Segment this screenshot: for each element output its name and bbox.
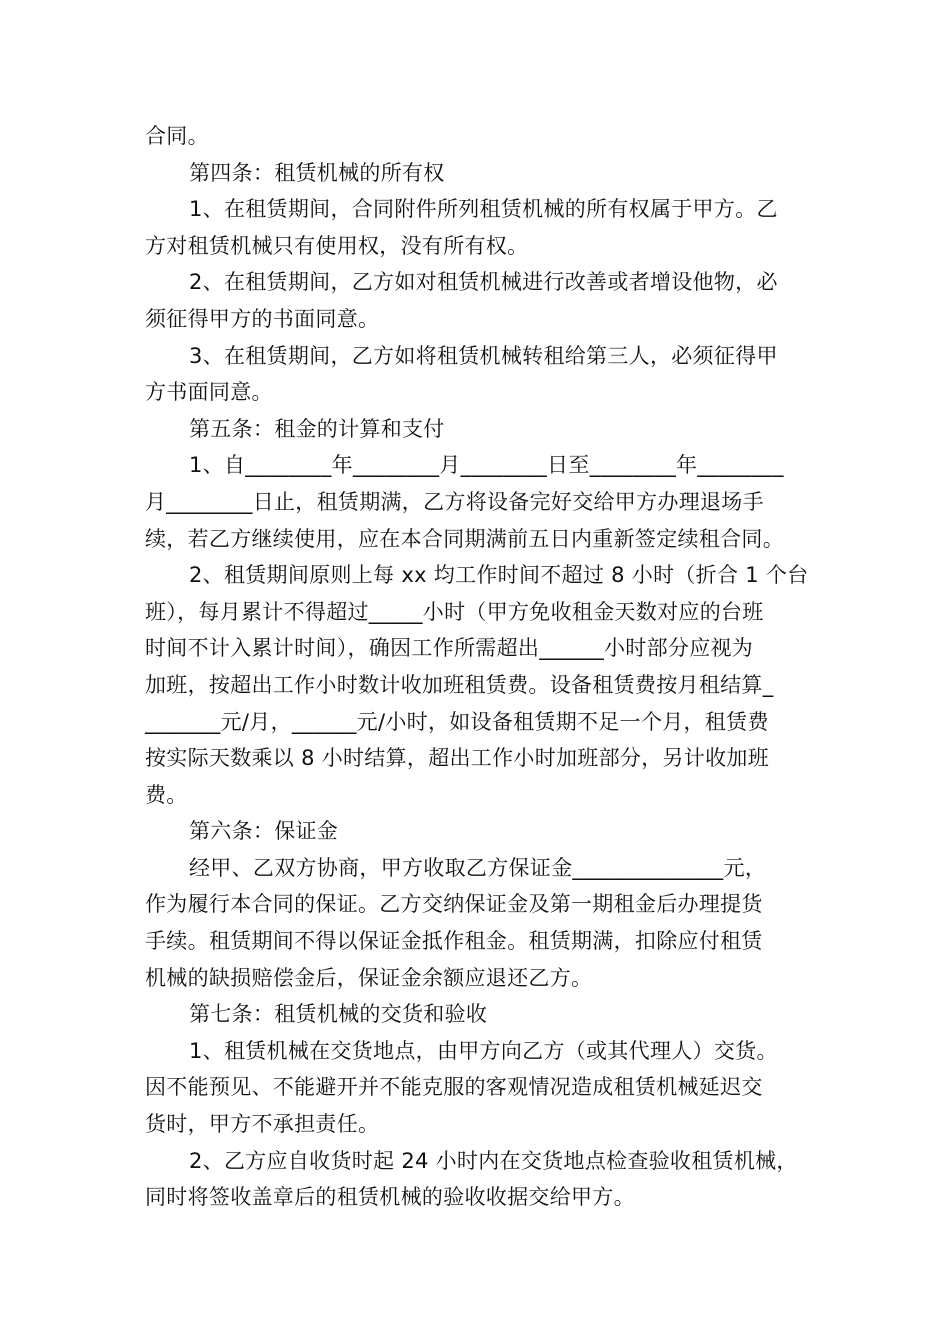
- text-line: 月________日止，租赁期满，乙方将设备完好交给甲方办理退场手: [145, 489, 764, 514]
- text-line: 须征得甲方的书面同意。: [145, 306, 380, 331]
- text-line: 合同。: [145, 124, 209, 148]
- article-6-heading: 第六条：保证金: [189, 819, 339, 844]
- document-body: [145, 118, 835, 1216]
- text-line: 1、租赁机械在交货地点，由甲方向乙方（或其代理人）交货。: [189, 1038, 778, 1063]
- text-line: 2、乙方应自收货时起 24 小时内在交货地点检查验收租赁机械，: [189, 1148, 798, 1173]
- text-line: 作为履行本合同的保证。乙方交纳保证金及第一期租金后办理提货: [145, 892, 763, 917]
- article-7-heading: 第七条：租赁机械的交货和验收: [189, 1002, 488, 1027]
- text-line: 同时将签收盖章后的租赁机械的验收收据交给甲方。: [145, 1185, 635, 1210]
- text-line: 方书面同意。: [145, 380, 273, 405]
- text-line: 续，若乙方继续使用，应在本合同期满前五日内重新签定续租合同。: [145, 526, 784, 551]
- text-line: 2、在租赁期间，乙方如对租赁机械进行改善或者增设他物，必: [189, 270, 778, 295]
- text-line: 机械的缺损赔偿金后，保证金余额应退还乙方。: [145, 965, 593, 990]
- text-line: 费。: [145, 782, 188, 807]
- text-line: 1、在租赁期间，合同附件所列租赁机械的所有权属于甲方。乙: [189, 197, 778, 222]
- text-line: 方对租赁机械只有使用权，没有所有权。: [145, 233, 529, 258]
- text-line: 按实际天数乘以 8 小时结算，超出工作小时加班部分，另计收加班: [145, 746, 770, 771]
- article-5-heading: 第五条：租金的计算和支付: [189, 416, 445, 441]
- text-line: 加班，按超出工作小时数计收加班租赁费。设备租赁费按月租结算_: [145, 672, 774, 697]
- article-4-heading: 第四条：租赁机械的所有权: [189, 160, 445, 185]
- text-line: 货时，甲方不承担责任。: [145, 1112, 380, 1137]
- text-line: _______元/月，______元/小时，如设备租赁期不足一个月，租赁费: [145, 709, 769, 734]
- text-line: 1、自________年________月________日至________年________: [189, 453, 784, 478]
- text-line: 因不能预见、不能避开并不能克服的客观情况造成租赁机械延迟交: [145, 1075, 763, 1100]
- text-line: 班），每月累计不得超过_____小时（甲方免收租金天数对应的台班: [145, 599, 764, 624]
- text-line: 经甲、乙双方协商，甲方收取乙方保证金______________元，: [189, 855, 767, 880]
- text-line: 手续。租赁期间不得以保证金抵作租金。租赁期满，扣除应付租赁: [145, 929, 763, 954]
- text-line: 3、在租赁期间，乙方如将租赁机械转租给第三人，必须征得甲: [189, 343, 778, 368]
- text-line: 时间不计入累计时间），确因工作所需超出______小时部分应视为: [145, 636, 754, 661]
- text-line: 2、租赁期间原则上每 xx 均工作时间不超过 8 小时（折合 1 个台: [189, 563, 809, 588]
